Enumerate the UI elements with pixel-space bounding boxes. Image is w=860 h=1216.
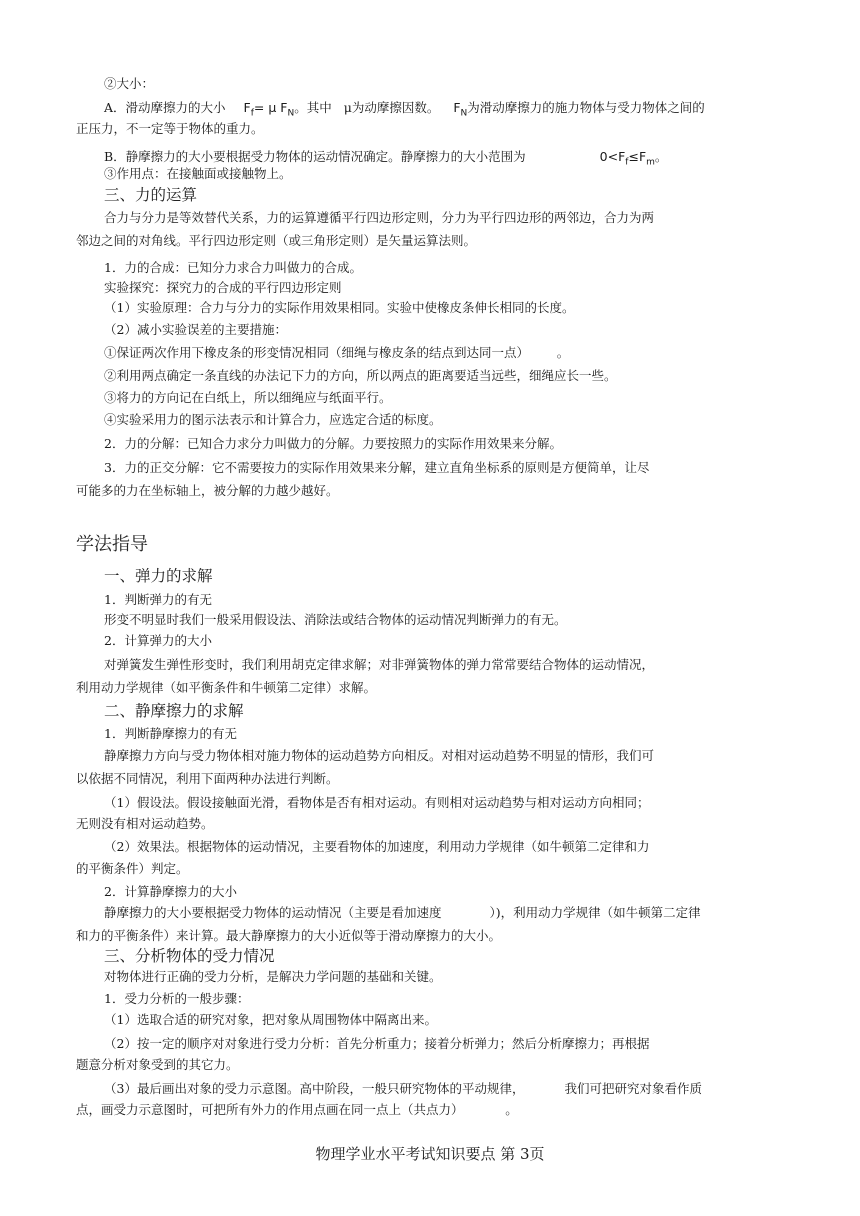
- chapter-heading: 学法指导: [76, 534, 148, 555]
- formula-subscript: N: [460, 108, 468, 119]
- text-line: 无则没有相对运动趋势。: [76, 816, 214, 831]
- text-line: 以依据不同情况，利用下面两种办法进行判断。: [76, 771, 339, 786]
- formula-var: 0<F: [599, 149, 626, 164]
- text-fragment: 为滑动摩擦力的施力物体与受力物体之间的: [467, 100, 705, 115]
- page-footer: 物理学业水平考试知识要点 第 3页: [315, 1145, 545, 1163]
- text-line: ②大小：: [104, 76, 155, 91]
- text-line: 和力的平衡条件）来计算。最大静摩擦力的大小近似等于滑动摩擦力的大小。: [76, 928, 502, 943]
- text-line: 2．力的分解：已知合力求分力叫做力的分解。力要按照力的实际作用效果来分解。: [104, 436, 562, 451]
- text-fragment: A．滑动摩擦力的大小: [104, 100, 226, 115]
- text-fragment: μ为动摩擦因数。: [343, 100, 440, 115]
- text-fragment: 。: [505, 1102, 518, 1117]
- text-line: 可能多的力在坐标轴上，被分解的力越少越好。: [76, 483, 339, 498]
- text-fragment: ①保证两次作用下橡皮条的形变情况相同（细绳与橡皮条的结点到达同一点）: [104, 345, 523, 360]
- formula-subscript: N: [287, 108, 295, 119]
- text-line: 2．计算弹力的大小: [104, 633, 212, 648]
- text-line: 形变不明显时我们一般采用假设法、消除法或结合物体的运动情况判断弹力的有无。: [104, 612, 567, 627]
- text-line: （1）假设法。假设接触面光滑，看物体是否有相对运动。有则相对运动趋势与相对运动方向相同；: [104, 795, 650, 810]
- text-line: [104, 1081, 702, 1097]
- text-fragment: （3）最后画出对象的受力示意图。高中阶段，一般只研究物体的平动规律，: [104, 1081, 525, 1096]
- text-line: 对弹簧发生弹性形变时，我们利用胡克定律求解；对非弹簧物体的弹力常常要结合物体的运动情况，: [104, 657, 655, 672]
- text-fragment: 。: [556, 345, 570, 360]
- text-line: 2．计算静摩擦力的大小: [104, 884, 237, 899]
- formula-range: [599, 149, 668, 168]
- text-line: 正压力，不一定等于物体的重力。: [76, 121, 264, 136]
- text-fragment: 。其中: [294, 100, 332, 115]
- section-heading: 三、力的运算: [104, 186, 198, 204]
- text-fragment: ）)，利用动力学规律（如牛顿第二定律: [489, 905, 701, 920]
- formula-subscript: f: [625, 157, 629, 168]
- text-line: [104, 905, 701, 921]
- text-line: 1．判断弹力的有无: [104, 592, 212, 607]
- formula-var: F: [453, 100, 461, 115]
- text-line: （2）按一定的顺序对对象进行受力分析：首先分析重力；接着分析弹力；然后分析摩擦力；再根据: [104, 1036, 650, 1051]
- formula-var: = μ F: [253, 100, 288, 115]
- text-line: [104, 345, 569, 361]
- text-line: （2）减小实验误差的主要措施：: [104, 322, 287, 337]
- formula-var: ≤F: [628, 149, 647, 164]
- text-line: 1．判断静摩擦力的有无: [104, 726, 237, 741]
- text-line: 3．力的正交分解：它不需要按力的实际作用效果来分解，建立直角坐标系的原则是方便简单，让尽: [104, 460, 650, 475]
- text-line: ②利用两点确定一条直线的办法记下力的方向，所以两点的距离要适当远些，细绳应长一些。: [104, 368, 617, 383]
- text-line: （1）选取合适的研究对象，把对象从周围物体中隔离出来。: [104, 1012, 437, 1027]
- formula-symbol: [253, 100, 295, 119]
- text-line: 1．力的合成：已知分力求合力叫做力的合成。: [104, 260, 362, 275]
- section-heading: 二、静摩擦力的求解: [104, 702, 244, 720]
- text-line: 邻边之间的对角线。平行四边形定则（或三角形定则）是矢量运算法则。: [76, 233, 477, 248]
- text-line: ③作用点：在接触面或接触物上。: [104, 166, 292, 181]
- text-fragment: 我们可把研究对象看作质: [564, 1081, 702, 1096]
- section-heading: 一、弹力的求解: [104, 567, 213, 585]
- text-line: 合力与分力是等效替代关系，力的运算遵循平行四边形定则，分力为平行四边形的两邻边，合力为两: [104, 210, 655, 225]
- text-line: [76, 1102, 518, 1118]
- text-fragment: 点，画受力示意图时，可把所有外力的作用点画在同一点上（共点力）: [76, 1102, 458, 1117]
- text-line: 题意分析对象受到的其它力。: [76, 1057, 239, 1072]
- text-line: [104, 100, 705, 122]
- text-line: 1．受力分析的一般步骤：: [104, 991, 250, 1006]
- text-line: ④实验采用力的图示法表示和计算合力，应选定合适的标度。: [104, 412, 442, 427]
- text-fragment: 静摩擦力的大小要根据受力物体的运动情况（主要是看加速度: [104, 905, 442, 920]
- text-line: 静摩擦力方向与受力物体相对施力物体的运动趋势方向相反。对相对运动趋势不明显的情形，我们可: [104, 748, 655, 763]
- text-line: ③将力的方向记在白纸上，所以细绳应与纸面平行。: [104, 390, 392, 405]
- formula-subscript: f: [250, 108, 254, 119]
- text-line: 对物体进行正确的受力分析，是解决力学问题的基础和关键。: [104, 969, 442, 984]
- text-line: 利用动力学规律（如平衡条件和牛顿第二定律）求解。: [76, 680, 377, 695]
- formula-var: F: [243, 100, 251, 115]
- formula-var: 。: [654, 149, 668, 164]
- formula-symbol: [243, 100, 254, 119]
- formula-symbol: [453, 100, 468, 119]
- section-heading: 三、分析物体的受力情况: [104, 947, 275, 965]
- formula-subscript: m: [646, 157, 655, 168]
- text-line: 的平衡条件）判定。: [76, 861, 189, 876]
- text-line: （1）实验原理：合力与分力的实际作用效果相同。实验中使橡皮条伸长相同的长度。: [104, 300, 575, 315]
- text-line: （2）效果法。根据物体的运动情况，主要看物体的加速度，利用动力学规律（如牛顿第二定律和力: [104, 839, 650, 854]
- text-line: 实验探究：探究力的合成的平行四边形定则: [104, 280, 342, 295]
- text-fragment: B．静摩擦力的大小要根据受力物体的运动情况确定。静摩擦力的大小范围为: [104, 149, 526, 164]
